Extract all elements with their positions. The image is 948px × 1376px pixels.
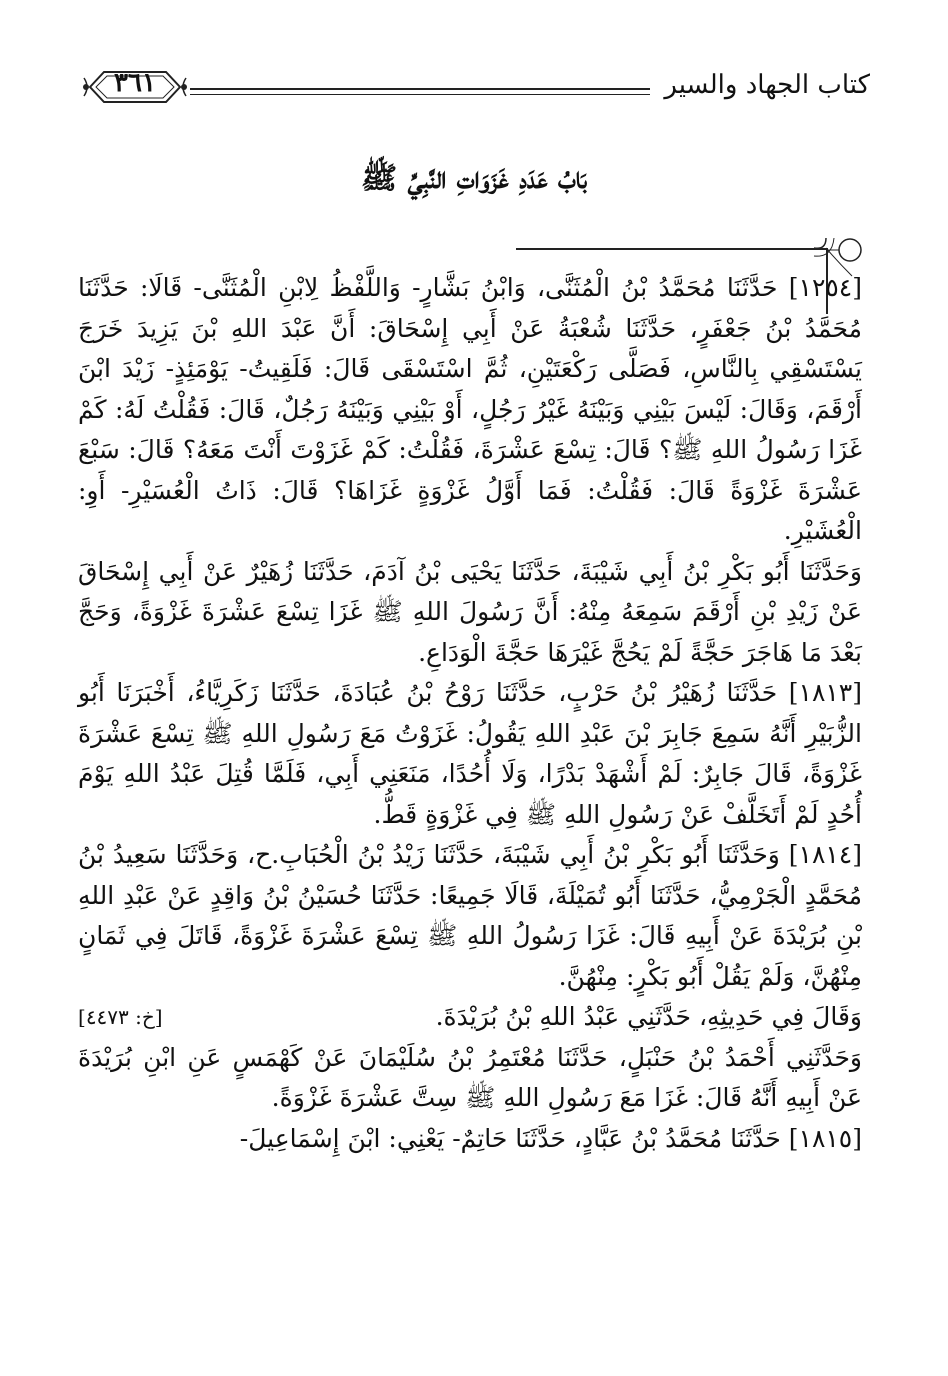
hadith-text-block [78,268,862,1159]
hadith-paragraph: [١٨١٤] وَحَدَّثَنَا أَبُو بَكْرِ بْنُ أَبِي شَيْبَةَ، حَدَّثَنَا زَيْدُ بْنُ الْحُبَابِ.ح، وَحَدَّثَنَا سَعِيدُ بْنُ مُحَمَّدٍ الْجَرْمِيُّ، حَدَّثَنَا أَبُو تُمَيْلَةَ، قَالَا جَمِيعًا: حَدَّثَنَا حُسَيْنُ بْنُ وَاقِدٍ عَنْ عَبْدِ اللهِ بْنِ بُرَيْدَةَ عَنْ أَبِيهِ قَالَ: غَزَا رَسُولُ اللهِ ﷺ تِسْعَ عَشْرَةَ غَزْوَةً، قَاتَلَ فِي ثَمَانٍ مِنْهُنَّ، وَلَمْ يَقُلْ أَبُو بَكْرٍ: مِنْهُنَّ. [78,840,862,991]
cross-reference: [خ: ٤٤٧٣] [78,1005,163,1029]
hadith-paragraph: [١٨١٥] حَدَّثَنَا مُحَمَّدُ بْنُ عَبَّادٍ، حَدَّثَنَا حَاتِمٌ- يَعْنِي: ابْنَ إِسْمَاعِيلَ- [239,1123,862,1153]
running-head: كتاب الجهاد والسير [664,70,870,100]
page-number: ٣٦١ [114,68,156,98]
reference-line-text: وَقَالَ فِي حَدِيثِهِ، حَدَّثَنِي عَبْدُ اللهِ بْنُ بُرَيْدَةَ. [435,1002,862,1031]
hadith-paragraph: [١٢٥٤] حَدَّثَنَا مُحَمَّدُ بْنُ الْمُثَنَّى، وَابْنُ بَشَّارٍ- وَاللَّفْظُ لِابْنِ الْمُثَنَّى- قَالَا: حَدَّثَنَا مُحَمَّدُ بْنُ جَعْفَرٍ، حَدَّثَنَا شُعْبَةُ عَنْ أَبِي إِسْحَاقَ: أَنَّ عَبْدَ اللهِ بْنَ يَزِيدَ خَرَجَ يَسْتَسْقِي بِالنَّاسِ، فَصَلَّى رَكْعَتَيْنِ، ثُمَّ اسْتَسْقَى قَالَ: فَلَقِيتُ- يَوْمَئِذٍ- زَيْدَ ابْنَ أَرْقَمَ، وَقَالَ: لَيْسَ بَيْنِي وَبَيْنَهُ غَيْرُ رَجُلٍ، أَوْ بَيْنِي وَبَيْنَهُ رَجُلٌ، قَالَ: فَقُلْتُ لَهُ: كَمْ غَزَا رَسُولُ اللهِ ﷺ؟ قَالَ: تِسْعَ عَشْرَةَ، فَقُلْتُ: كَمْ غَزَوْتَ أَنْتَ مَعَهُ؟ قَالَ: سَبْعَ عَشْرَةَ غَزْوَةً قَالَ: فَقُلْتُ: فَمَا أَوَّلُ غَزْوَةٍ غَزَاهَا؟ قَالَ: ذَاتُ الْعُسَيْرِ- أَوِ: الْعُشَيْرِ. [78,273,862,545]
chapter-title: بَابُ عَدَدِ غَزَوَاتِ النَّبِيِّ ﷺ [360,161,588,196]
hadith-paragraph: [١٨١٣] حَدَّثَنَا زُهَيْرُ بْنُ حَرْبٍ، حَدَّثَنَا رَوْحُ بْنُ عُبَادَةَ، حَدَّثَنَا زَكَرِيَّاءُ، أَخْبَرَنَا أَبُو الزُّبَيْرِ أَنَّهُ سَمِعَ جَابِرَ بْنَ عَبْدِ اللهِ يَقُولُ: غَزَوْتُ مَعَ رَسُولِ اللهِ ﷺ تِسْعَ عَشْرَةَ غَزْوَةً، قَالَ جَابِرٌ: لَمْ أَشْهَدْ بَدْرًا، وَلَا أُحُدًا، مَنَعَنِي أَبِي، فَلَمَّا قُتِلَ عَبْدُ اللهِ يَوْمَ أُحُدٍ لَمْ أَتَخَلَّفْ عَنْ رَسُولِ اللهِ ﷺ فِي غَزْوَةٍ قَطُّ. [78,678,862,829]
hadith-paragraph: وَحَدَّثَنَا أَبُو بَكْرِ بْنُ أَبِي شَيْبَةَ، حَدَّثَنَا يَحْيَى بْنُ آدَمَ، حَدَّثَنَا زُهَيْرٌ عَنْ أَبِي إِسْحَاقَ عَنْ زَيْدِ بْنِ أَرْقَمَ سَمِعَهُ مِنْهُ: أَنَّ رَسُولَ اللهِ ﷺ غَزَا تِسْعَ عَشْرَةَ غَزْوَةً، وَحَجَّ بَعْدَ مَا هَاجَرَ حَجَّةً لَمْ يَحُجَّ غَيْرَهَا حَجَّةَ الْوَدَاعِ. [78,556,862,667]
reference-line [78,997,862,1038]
header-rule-thin [190,94,650,95]
hadith-paragraph: وَحَدَّثَنِي أَحْمَدُ بْنُ حَنْبَلٍ، حَدَّثَنَا مُعْتَمِرُ بْنُ سُلَيْمَانَ عَنْ كَهْمَسٍ عَنِ ابْنِ بُرَيْدَةَ عَنْ أَبِيهِ أَنَّهُ قَالَ: غَزَا مَعَ رَسُولِ اللهِ ﷺ سِتَّ عَشْرَةَ غَزْوَةً. [78,1042,862,1112]
frame-top-rule [516,248,826,250]
header-rule [190,88,650,90]
